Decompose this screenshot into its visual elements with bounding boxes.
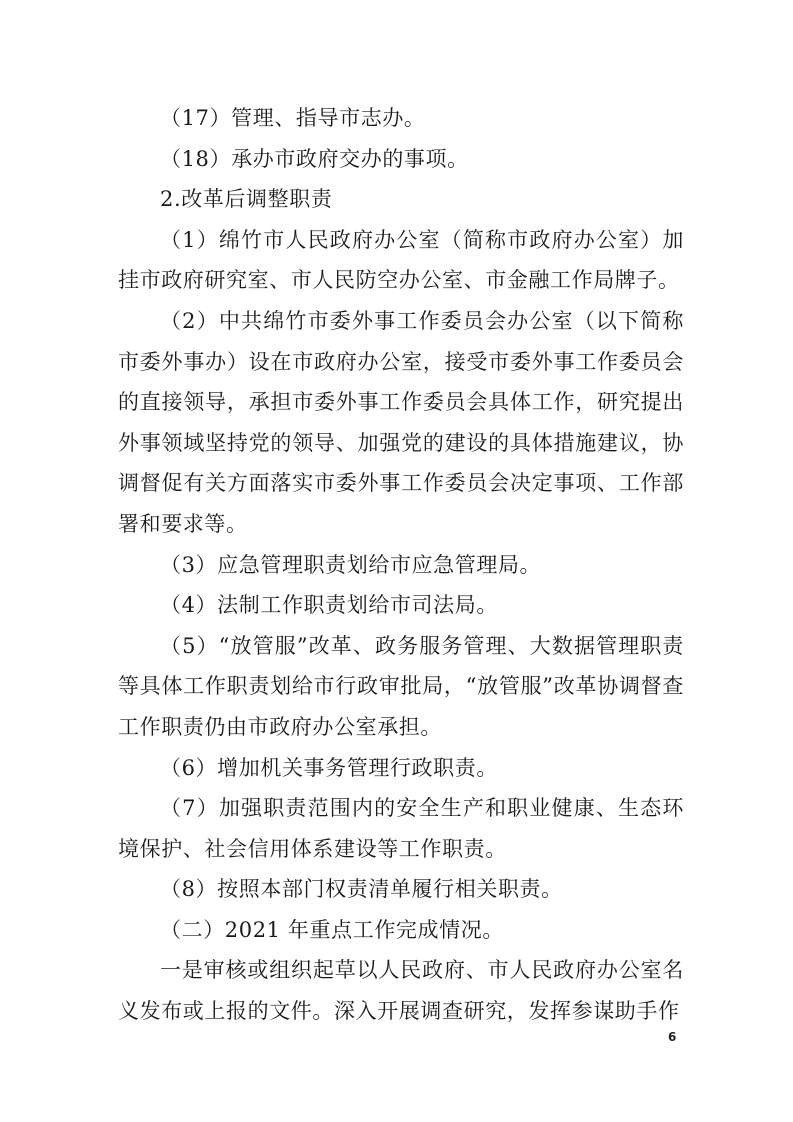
paragraph-work-summary: 一是审核或组织起草以人民政府、市人民政府办公室名义发布或上报的文件。深入开展调查研究，发挥参谋助手作 — [118, 958, 684, 1024]
paragraph-adjusted-3: （3）应急管理职责划给市应急管理局。 — [160, 552, 542, 577]
paragraph-adjusted-8: （8）按照本部门权责清单履行相关职责。 — [160, 877, 563, 902]
paragraph-item-18: （18）承办市政府交办的事项。 — [160, 146, 469, 171]
paragraph-adjusted-1: （1）绵竹市人民政府办公室（简称市政府办公室）加挂市政府研究室、市人民防空办公室、市金融工作局牌子。 — [118, 227, 684, 293]
section-heading-adjusted-duties: 2.改革后调整职责 — [160, 187, 333, 212]
paragraph-item-17: （17）管理、指导市志办。 — [160, 106, 426, 130]
document-body — [118, 98, 684, 1032]
page-number: 6 — [668, 1030, 677, 1044]
paragraph-adjusted-2: （2）中共绵竹市委外事工作委员会办公室（以下简称市委外事办）设在市政府办公室，接受市委外事工作委员会的直接领导，承担市委外事工作委员会具体工作，研究提出外事领域坚持党的领导、加强党的建设的具体措施建议，协调督促有关方面落实市委外事工作委员会决定事项、工作部署和要求等。 — [118, 308, 684, 536]
paragraph-adjusted-6: （6）增加机关事务管理行政职责。 — [160, 755, 498, 780]
paragraph-adjusted-4: （4）法制工作职责划给市司法局。 — [160, 593, 498, 618]
paragraph-adjusted-5: （5）“放管服”改革、政务服务管理、大数据管理职责等具体工作职责划给市行政审批局，“放管服”改革协调督查工作职责仍由市政府办公室承担。 — [118, 633, 684, 739]
section-heading-2021-work: （二）2021 年重点工作完成情况。 — [160, 917, 504, 942]
paragraph-adjusted-7: （7）加强职责范围内的安全生产和职业健康、生态环境保护、社会信用体系建设等工作职责。 — [118, 796, 684, 861]
